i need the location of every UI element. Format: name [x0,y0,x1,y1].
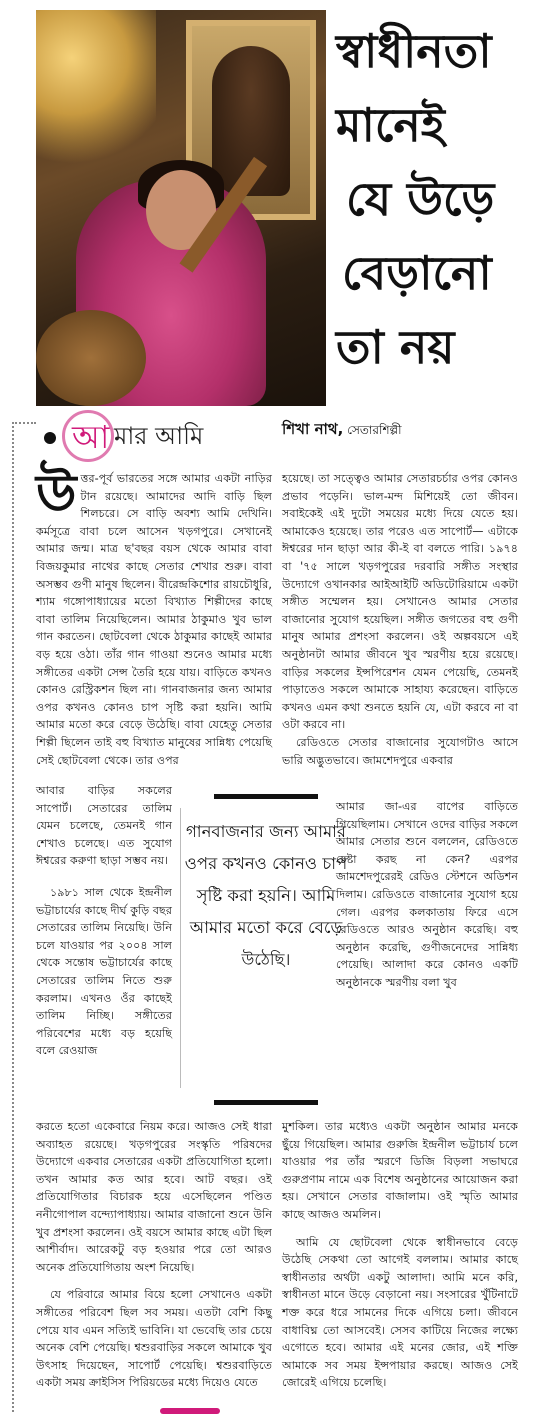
headline-line-3: যে উড়ে [346,172,495,226]
dotted-rule-vertical [12,422,14,1412]
logo-first-letter: আ [72,418,110,456]
headline-line-5: তা নয় [336,320,455,374]
article-paragraph: ১৯৮১ সাল থেকে ইন্দ্রনীল ভট্টাচার্যের কাছে দীর্ঘ কুড়ি বছর সেতারের তালিম নিয়েছি। উনি চলে যাওয়ার পর ২০০৪ সাল থেকে সন্তোষ ভট্টাচার্যের কাছে সেতারের তালিম নিতে শুরু করলাম। এখনও ওঁর কাছেই তালিম নিচ্ছি। সঙ্গীতের পরিবেশের মধ্যে বড় হয়েছি বলে রেওয়াজ [36,885,172,1058]
article-paragraph: যে পরিবারে আমার বিয়ে হলো সেখানেও একটা সঙ্গীতের পরিবেশ ছিল সব সময়। এতটা বেশি কিছু পেয়ে যাব এমন সত্যিই ভাবিনি। যা ভেবেছি তার চেয়ে অনেক বেশি পেয়েছি। শ্বশুরবাড়ির সকলে আমাকে খুব উৎসাহ দিয়েছেন, সাপোর্ট পেয়েছি। শ্বশুরবাড়িতে একটা সময় ক্রাইসিস পিরিয়ডের মধ্যে দিয়েও যেতে [36,1288,272,1390]
article-paragraph: মুশকিল। তার মধ্যেও একটা অনুষ্ঠান আমার মনকে ছুঁয়ে গিয়েছিল। আমার গুরুজি ইন্দ্রনীল ভট্টাচার্য চলে যাওয়ার পর তাঁর স্মরণে ডিজি বিড়লা সভাঘরে গুরুপ্রণাম নামে এক বিশেষ অনুষ্ঠানের আয়োজন করা হয়। সেখানে সেতার বাজালাম। ওই স্মৃতি আমার কাছে আজও অমলিন। [282,1120,518,1221]
logo-rest: মার আমি [114,422,204,450]
article-column-right-narrow [336,798,518,992]
article-column-left-narrow [36,782,172,1060]
bullet-dot [44,432,56,444]
headline [336,14,532,384]
sitar-bowl [36,310,146,406]
bottom-accent-mark [160,1408,220,1414]
article-paragraph: করতে হতো একেবারে নিয়ম করে। আজও সেই ধারা অব্যাহত রয়েছে। খড়গপুরের সংস্কৃতি পরিষদের উদ্যোগে একবার সেতারের একটা প্রতিযোগিতা হলো। তখন আমার কত আর হবে। আট বছর। ওই প্রতিযোগিতার বিচারক হয়ে এসেছিলেন পণ্ডিত ননীগোপাল বন্দ্যোপাধ্যায়। আমার বাজানো শুনে উনি খুব প্রশংসা করলেন। ওই বয়সে আমার কাছে এটা ছিল আশীর্বাদ। আরেকটু বড় হওয়ার পরে তো আরও অনেক প্রতিযোগিতায় অংশ নিয়েছি। [36,1120,272,1274]
byline [282,418,402,443]
article-paragraph: রেডিওতে সেতার বাজানোর সুযোগটাও আসে ভারি অদ্ভুতভাবে। জামশেদপুরে একবার [282,735,518,767]
lamp-glow [36,10,156,170]
article-paragraph: আবার বাড়ির সকলের সাপোর্ট। সেতারের তালিম যেমন চলেছে, তেমনই গান শেখাও চলেছে। এত সুযোগ ঈশ্বরের করুণা ছাড়া সম্ভব নয়। [36,784,172,868]
pullquote: গানবাজনার জন্য আমার ওপর কখনও কোনও চাপ সৃষ্টি করা হয়নি। আমি আমার মতো করে বেড়ে উঠেছি। [184,822,348,969]
article-column-1 [36,463,272,769]
headline-line-4: বেড়ানো [342,246,492,300]
article-paragraph: আমি যে ছোটবেলা থেকে স্বাধীনভাবে বেড়ে উঠেছি সেকথা তো আগেই বললাম। আমার কাছে স্বাধীনতার অর্থটা একটু আলাদা। আমি মনে করি, স্বাধীনতা মানে উড়ে বেড়ানো নয়। সংসারের খুঁটিনাটে শক্ত করে ধরে সামনের দিকে এগিয়ে চলা। জীবনে বাধাবিঘ্ন তো আসবেই। সেসব কাটিয়ে নিজের লক্ষ্যে এগোতে হবে। আমার এই মনের জোর, এই শক্তি আমাকে সব সময় ইন্সপায়ার করছে। আজও সেই জোরেই এগিয়ে চলেছি। [282,1235,518,1390]
article-paragraph: ত্তর-পূর্ব ভারতের সঙ্গে আমার একটা নাড়ির টান রয়েছে। আমাদের আদি বাড়ি ছিল শিলচরে। সে বাড়ি অবশ্য আমি দেখিনি। কর্মসূত্রে বাবা চলে আসেন খড়গপুরে। সেখানেই আমার জন্ম। মাত্র ছ'বছর বয়স থেকে আমার বাবা বিজয়কুমার নাথের কাছে সেতার শেখার শুরু। বাবা অসম্ভব গুণী মানুষ ছিলেন। বীরেন্দ্রকিশোর রায়চৌধুরি, শ্যাম গঙ্গোপাধ্যায়ের মতো বিখ্যাত শিল্পীদের কাছে বাবা তালিম নিয়েছিলেন। আমার ঠাকুমাও খুব ভাল গান করতেন। ছোটবেলা থেকে ঠাকুমার কাছেই আমার বড় হয়ে ওঠা। তাঁর গান গাওয়া শুনেও আমার মধ্যে সঙ্গীতের একটা সেন্স তৈরি হয়ে যায়। বাড়িতে কখনও কোনও রেস্ট্রিকশন ছিল না। গানবাজনার জন্য আমার ওপর কখনও কোনও চাপ সৃষ্টি করা হয়নি। আমি আমার মতো করে বেড়ে উঠেছি। বাবা যেহেতু সেতার শিল্পী ছিলেন তাই বহু বিখ্যাত মানুষের সান্নিধ্য পেয়েছি সেই ছোটবেলা থেকে। তার ওপর [36,472,272,767]
article-paragraph: আমার জা-এর বাপের বাড়িতে গিয়েছিলাম। সেখানে ওদের বাড়ির সকলে আমার সেতার শুনে বললেন, রেডিওতে চেষ্টা করছ না কেন? এরপর জামশেদপুরেরই রেডিও স্টেশনে অডিশন দিলাম। রেডিওতে বাজানোর সুযোগ হয়ে গেল। এরপর কলকাতায় ফিরে এসে রেডিওতে আরও অনুষ্ঠান করেছি। বহু অনুষ্ঠান করেছি, গুণীজনেদের সান্নিধ্য পেয়েছি। আলাদা করে কোনও একটি অনুষ্ঠানকে স্মরণীয় বলা খুব [336,800,518,989]
article-column-3 [36,1118,272,1392]
drop-cap: উ [36,463,77,524]
author-role: সেতারশিল্পী [343,423,402,437]
author-name: শিখা নাথ, [282,420,344,438]
article-column-2 [282,470,518,769]
dotted-rule-horizontal [12,422,36,424]
pullquote-bar-top [214,794,318,799]
headline-line-1: স্বাধীনতা [336,24,492,78]
article-paragraph: হয়েছে। তা সত্ত্বেও আমার সেতারচর্চার ওপর কোনও প্রভাব পড়েনি। ভাল-মন্দ মিশিয়েই তো জীবন। সবাইকেই এই দুটো সময়ের মধ্যে দিয়ে যেতে হয়। আমাকেও হয়েছে। তার পরেও এত সাপোর্ট— এটাকে ঈশ্বরের দান ছাড়া আর কী-ই বা বলতে পারি। ১৯৭৪ বা '৭৫ সালে খড়গপুরের দরবারি সঙ্গীত সংস্থার উদ্যোগে ওখানকার আইআইটি অডিটোরিয়ামে একটা সঙ্গীত সম্মেলন হয়। সেখানেও আমার সেতার বাজানোর সুযোগ হয়েছিল। সঙ্গীত জগতের বহু গুণী মানুষ আমার প্রশংসা করলেন। ওই অল্পবয়সে এই অনুষ্ঠানটা আমার জীবনে খুব স্মরণীয় হয়ে রয়েছে। বাড়ির সকলের ইন্সপিরেশন যেমন পেয়েছি, তেমনই পাড়াতেও সকলে আমাকে সাহায্য করেছেন। বাড়িতে কখনও এমন কথা শুনতে হয়নি যে, এটা করবে না বা ওটা করবে না। [282,472,518,732]
article-photo [36,10,326,406]
article-column-4 [282,1118,518,1392]
pullquote-bar-bottom [214,1100,318,1105]
headline-line-2: মানেই [336,98,445,152]
